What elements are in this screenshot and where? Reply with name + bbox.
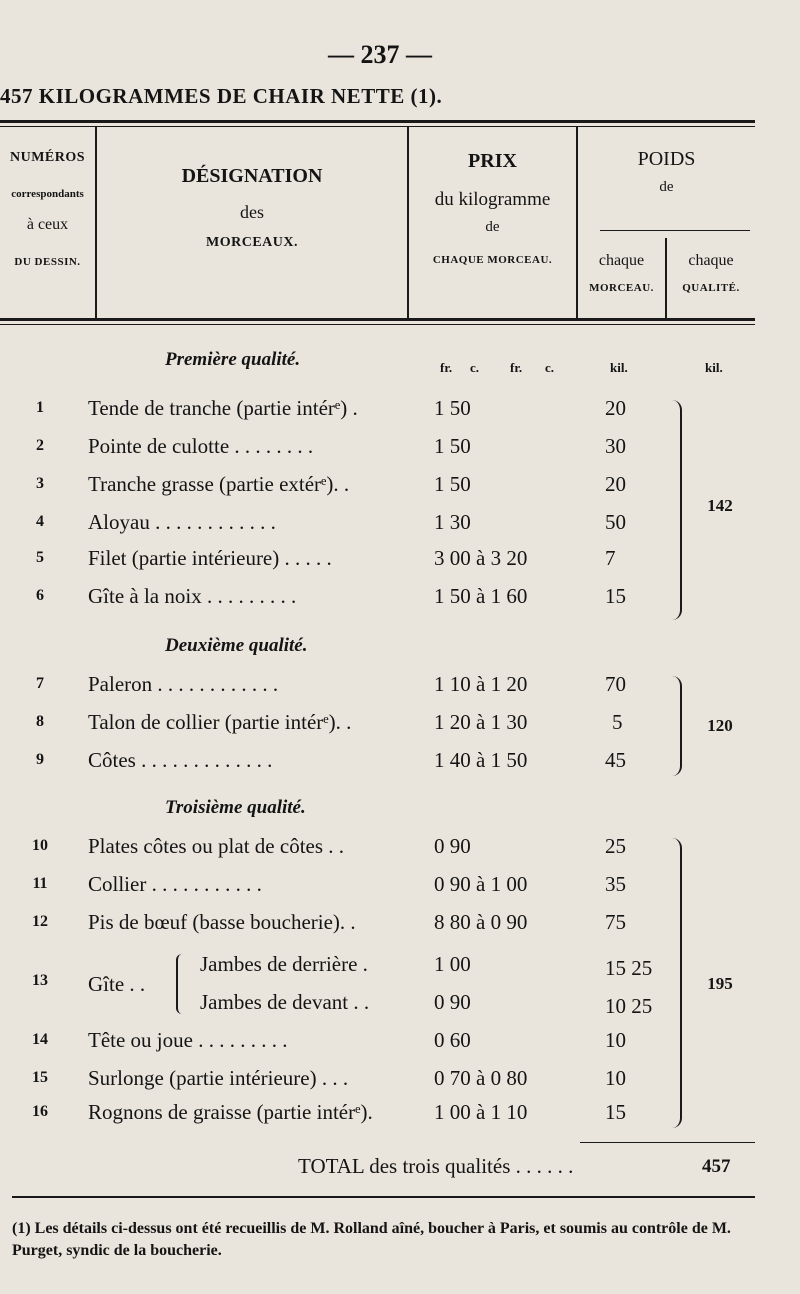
row-designation: Pis de bœuf (basse boucherie). . [88,910,356,934]
total-value: 457 [702,1156,731,1177]
row-weight: 25 [605,834,626,858]
row-designation: Tende de tranche (partie intérᵉ) . [88,396,358,420]
quality-brace-2 [670,676,682,776]
footnote: (1) Les détails ci-dessus ont été recueillis de M. Rolland aîné, boucher à Paris, et soumis au contrôle de M. Purget, syndic de la boucherie. [12,1220,731,1259]
row-sub-price: 0 90 [434,990,471,1014]
row-designation: Tranche grasse (partie extérᵉ). . [88,472,350,496]
header-prix-line1: PRIX [468,150,517,172]
row-number: 2 [36,437,44,454]
quality-total-2: 120 [707,716,733,735]
row-weight: 70 [605,672,626,696]
row-price: 3 00 à 3 20 [434,546,528,570]
header-designation-line2: des [240,202,264,222]
unit-c-2: c. [545,360,555,375]
quality-brace-3 [670,838,682,1128]
header-poids [578,148,755,196]
row-number: 11 [32,875,48,892]
section-premiere: Première qualité. [165,349,301,370]
section-troisieme: Troisième qualité. [165,797,306,818]
header-numeros-line1: NUMÉROS [9,150,86,165]
unit-fr-2: fr. [510,360,523,375]
quality-total-1: 142 [707,496,733,515]
page-title: 457 KILOGRAMMES DE CHAIR NETTE (1). [0,84,443,108]
row-price: 1 50 [434,396,471,420]
row-weight: 75 [605,910,626,934]
row-number: 13 [32,972,48,989]
row-weight: 10 [605,1028,626,1052]
page-number: — 237 — [328,40,432,69]
unit-c-1: c. [470,360,480,375]
row-price: 8 80 à 0 90 [434,910,528,934]
row-number: 4 [36,513,44,530]
header-designation [97,165,407,251]
row-number: 1 [36,399,44,416]
header-poids-qualite [667,252,755,294]
header-numeros-line3: à ceux [26,216,69,233]
total-label: TOTAL des trois qualités . . . . . . [298,1154,574,1178]
row-price: 1 50 [434,472,471,496]
row-designation: Aloyau . . . . . . . . . . . . [88,510,276,534]
row-price: 1 00 à 1 10 [434,1100,528,1124]
row-number: 12 [32,913,48,930]
header-numeros [0,150,95,268]
header-poids-morceau-line1: chaque [598,252,645,269]
row-price: 1 30 [434,510,471,534]
row-sub-price: 1 00 [434,952,471,976]
row-number: 6 [36,587,44,604]
row-number: 3 [36,475,44,492]
row-weight: 30 [605,434,626,458]
header-designation-line1: DÉSIGNATION [181,165,323,187]
header-poids-morceau [578,252,665,294]
unit-kil-2: kil. [705,360,723,375]
row-price: 0 90 à 1 00 [434,872,528,896]
row-weight: 35 [605,872,626,896]
poids-arc-rule [600,230,750,231]
row-designation: Tête ou joue . . . . . . . . . [88,1028,288,1052]
gite-brace [176,954,186,1014]
row-sub-designation: Jambes de derrière . [200,952,368,976]
top-rule [0,120,755,123]
header-prix-line2: du kilogramme [434,189,551,210]
row-designation: Gîte à la noix . . . . . . . . . [88,584,297,608]
row-price: 0 60 [434,1028,471,1052]
row-sub-weight: 10 25 [605,994,653,1018]
row-number: 16 [32,1103,48,1120]
row-number: 5 [36,549,44,566]
quality-brace-1 [670,400,682,620]
row-weight: 20 [605,396,626,420]
header-poids-line1: POIDS [637,148,696,170]
row-weight: 15 [605,584,626,608]
row-designation: Pointe de culotte . . . . . . . . [88,434,314,458]
row-designation: Plates côtes ou plat de côtes . . [88,834,345,858]
row-price: 0 90 [434,834,471,858]
row-price: 1 50 [434,434,471,458]
quality-total-3: 195 [707,974,733,993]
row-price: 0 70 à 0 80 [434,1066,528,1090]
header-prix-line3: de [485,219,500,235]
row-designation: Paleron . . . . . . . . . . . . [88,672,279,696]
row-number: 9 [36,751,44,768]
header-poids-morceau-line2: MORCEAU. [589,282,654,294]
row-weight: 10 [605,1066,626,1090]
row-number: 8 [36,713,44,730]
header-numeros-line2: correspondants [11,188,84,200]
row-number: 14 [32,1031,48,1048]
row-number: 7 [36,675,44,692]
header-poids-qualite-line1: chaque [688,252,734,269]
header-bottom-rule-thin [0,324,755,325]
total-top-rule [580,1142,755,1143]
row-designation: Filet (partie intérieure) . . . . . [88,546,332,570]
row-designation: Gîte . . [88,972,146,996]
row-price: 1 50 à 1 60 [434,584,528,608]
row-number: 10 [32,837,48,854]
header-prix-line4: CHAQUE MORCEAU. [432,254,553,266]
row-sub-weight: 15 25 [605,956,653,980]
header-bottom-rule [0,318,755,321]
row-weight: 45 [605,748,626,772]
row-weight: 15 [605,1100,626,1124]
section-deuxieme: Deuxième qualité. [165,635,308,656]
header-numeros-line4: DU DESSIN. [14,256,81,268]
row-price: 1 10 à 1 20 [434,672,528,696]
row-designation: Collier . . . . . . . . . . . [88,872,262,896]
row-designation: Surlonge (partie intérieure) . . . [88,1066,349,1090]
header-designation-line3: MORCEAUX. [206,235,298,250]
row-weight: 5 [612,710,623,734]
unit-fr-1: fr. [440,360,453,375]
unit-kil-1: kil. [610,360,628,375]
bottom-rule [12,1196,755,1198]
row-price: 1 40 à 1 50 [434,748,528,772]
row-weight: 7 [605,546,616,570]
row-sub-designation: Jambes de devant . . [200,990,370,1014]
header-poids-qualite-line2: QUALITÉ. [682,282,740,294]
header-poids-line2: de [659,179,674,195]
row-number: 15 [32,1069,48,1086]
row-designation: Rognons de graisse (partie intérᵉ). [88,1100,373,1124]
row-designation: Côtes . . . . . . . . . . . . . [88,748,273,772]
row-weight: 50 [605,510,626,534]
header-prix [409,150,576,266]
row-price: 1 20 à 1 30 [434,710,528,734]
row-weight: 20 [605,472,626,496]
top-rule-thin [0,126,755,127]
row-designation: Talon de collier (partie intérᵉ). . [88,710,352,734]
